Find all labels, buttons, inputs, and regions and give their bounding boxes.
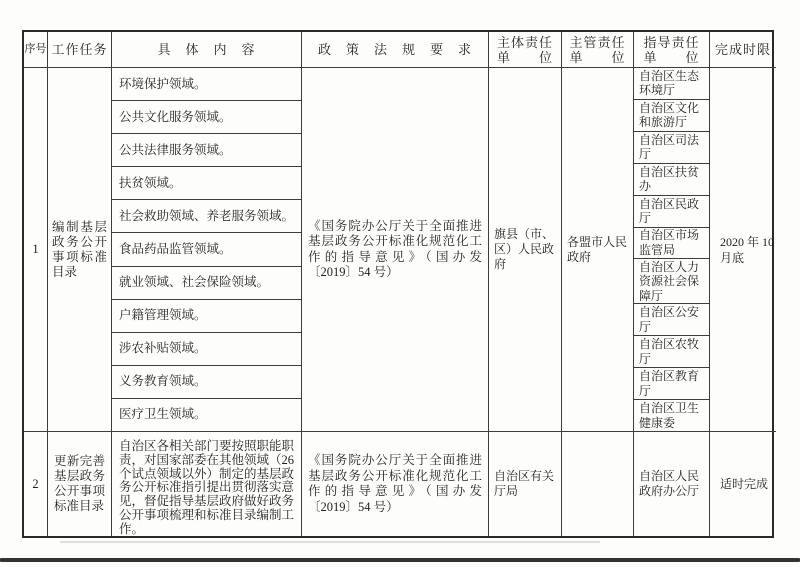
guiding-unit-item: 自治区公安厅	[634, 304, 709, 336]
task-table	[22, 30, 774, 538]
row2-supervising-unit	[562, 432, 634, 536]
header-supervising-unit	[562, 32, 634, 68]
content-item: 社会救助领域、养老服务领域。	[112, 200, 301, 233]
content-item: 食品药品监管领域。	[112, 233, 301, 266]
header-guiding-unit-line1: 指导责任	[643, 34, 700, 50]
guiding-unit-item: 自治区生态环境厅	[634, 68, 709, 100]
guiding-unit-item: 自治区市场监管局	[634, 228, 709, 260]
row1-seq: 1	[24, 68, 48, 432]
content-item: 公共法律服务领域。	[112, 134, 301, 167]
row1-task: 编制基层政务公开事项标准目录	[48, 68, 112, 432]
header-row	[24, 32, 772, 68]
header-seq: 序号	[24, 32, 48, 68]
guiding-unit-item: 自治区民政厅	[634, 196, 709, 228]
row2-seq: 2	[24, 432, 48, 536]
row1-primary-unit: 旗县（市、区）人民政府	[489, 68, 562, 432]
row2-guiding-unit: 自治区人民政府办公厅	[634, 432, 710, 536]
header-policy: 政 策 法 规 要 求	[302, 32, 489, 68]
header-primary-unit-line1: 主体责任	[496, 34, 553, 50]
guiding-unit-item: 自治区司法厅	[634, 132, 709, 164]
guiding-unit-item: 自治区扶贫办	[634, 164, 709, 196]
row2-task: 更新完善基层政务公开事项标准目录	[48, 432, 112, 536]
guiding-unit-item: 自治区人力资源社会保障厅	[634, 259, 709, 304]
row1-deadline: 2020 年 10 月底	[710, 68, 776, 432]
header-primary-unit	[489, 32, 562, 68]
scan-edge-shadow	[0, 558, 800, 562]
guiding-unit-item: 自治区农牧厅	[634, 336, 709, 368]
header-primary-unit-line2: 单 位	[496, 49, 553, 65]
row1-policy: 《国务院办公厅关于全面推进基层政务公开标准化规范化工作的指导意见》（国办发〔2019〕54 号）	[302, 68, 489, 432]
row2-deadline: 适时完成	[720, 477, 769, 491]
scan-artifact	[60, 541, 600, 543]
row1-supervising-unit: 各盟市人民政府	[562, 68, 634, 432]
content-item: 医疗卫生领域。	[119, 407, 207, 422]
row2-primary-unit: 自治区有关厅局	[489, 432, 562, 536]
content-item: 涉农补贴领域。	[112, 333, 301, 366]
content-item: 户籍管理领域。	[112, 300, 301, 333]
guiding-unit-item: 自治区文化和旅游厅	[634, 100, 709, 132]
row2-content: 自治区各相关部门要按照职能职责，对国家部委在其他领域（26个试点领域以外）制定的基层政务公开标准指引提出贯彻落实意见，督促指导基层政府做好政务公开事项梳理和标准目录编制工作。	[112, 432, 302, 536]
content-item: 义务教育领域。	[112, 366, 301, 399]
content-item: 环境保护领域。	[112, 68, 301, 101]
content-item: 扶贫领域。	[112, 167, 301, 200]
content-item: 公共文化服务领域。	[112, 101, 301, 134]
content-item: 就业领域、社会保险领域。	[112, 267, 301, 300]
row1-guiding-list	[634, 68, 710, 432]
header-content: 具 体 内 容	[112, 32, 302, 68]
table-row-2	[24, 432, 772, 536]
header-supervising-unit-line2: 单 位	[569, 49, 626, 65]
header-guiding-unit	[634, 32, 710, 68]
guiding-unit-item: 自治区卫生健康委	[639, 401, 700, 430]
header-deadline: 完成时限	[710, 32, 776, 68]
row2-policy: 《国务院办公厅关于全面推进基层政务公开标准化规范化工作的指导意见》（国办发〔2019〕54 号）	[302, 432, 489, 536]
header-supervising-unit-line1: 主管责任	[569, 34, 626, 50]
header-guiding-unit-line2: 单 位	[643, 49, 700, 65]
guiding-unit-item: 自治区教育厅	[634, 368, 709, 400]
table-row-1	[24, 68, 775, 432]
header-task: 工作任务	[48, 32, 112, 68]
row1-content-list	[112, 68, 302, 432]
